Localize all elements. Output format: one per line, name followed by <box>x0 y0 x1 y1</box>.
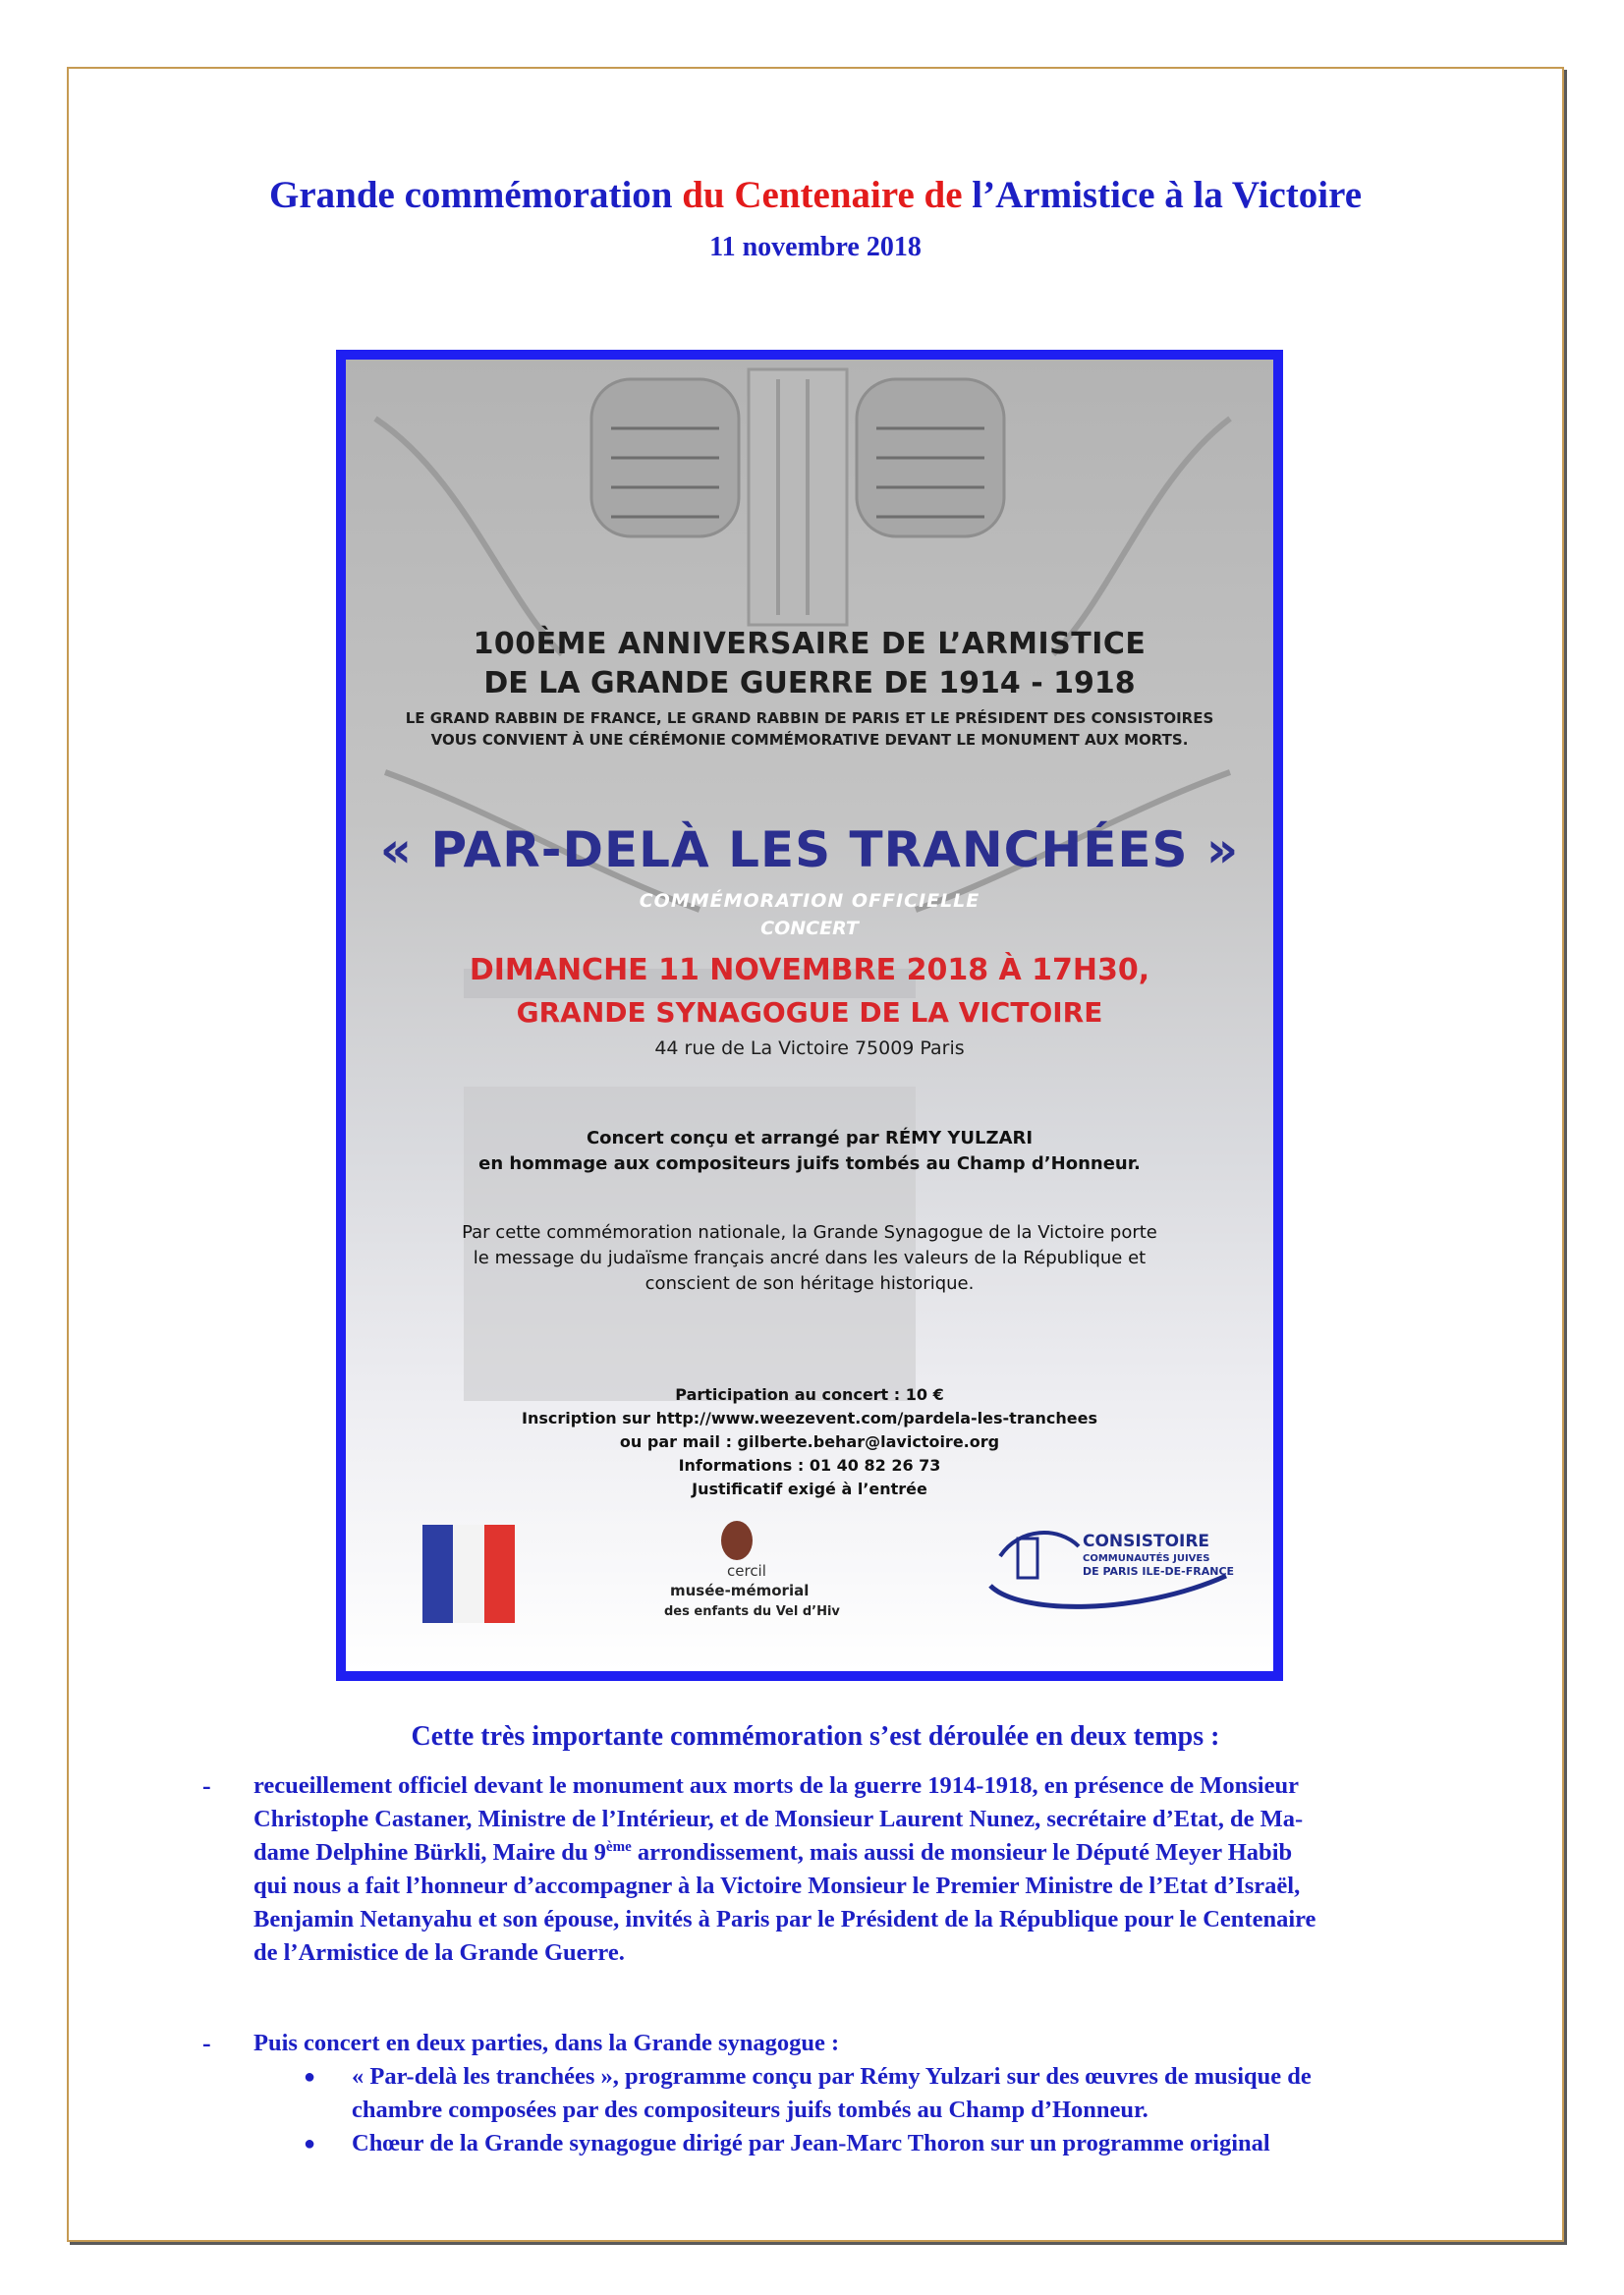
poster-invite-1: LE GRAND RABBIN DE FRANCE, LE GRAND RABBIN DE PARIS ET LE PRÉSIDENT DES CONSISTOIRES <box>405 709 1214 727</box>
poster-id-required: Justificatif exigé à l’entrée <box>692 1480 927 1498</box>
poster-headline-1: 100ÈME ANNIVERSAIRE DE L’ARMISTICE <box>473 627 1147 661</box>
para-line: Benjamin Netanyahu et son épouse, invités à Paris par le Président de la République pour le Centenaire <box>253 1906 1316 1932</box>
bullet-line: « Par-delà les tranchées », programme conçu par Rémy Yulzari sur des œuvres de musique de <box>352 2063 1312 2090</box>
poster-text-1: Par cette commémoration nationale, la Grande Synagogue de la Victoire porte <box>462 1222 1157 1243</box>
poster-address: 44 rue de La Victoire 75009 Paris <box>654 1037 965 1059</box>
bullet-icon: ● <box>304 2133 316 2155</box>
para-line: de l’Armistice de la Grande Guerre. <box>253 1939 625 1966</box>
poster-info-phone: Informations : 01 40 82 26 73 <box>678 1456 941 1475</box>
consistoire-sub-2: DE PARIS ILE-DE-FRANCE <box>1083 1565 1235 1578</box>
consistoire-sub-1: COMMUNAUTÉS JUIVES <box>1083 1553 1210 1564</box>
poster-subtitle-2: CONCERT <box>760 918 859 939</box>
title-part3: l’Armistice à la Victoire <box>962 174 1363 216</box>
poster-registration-url: Inscription sur http://www.weezevent.com/pardela-les-tranchees <box>522 1409 1097 1427</box>
bullet-item-1 <box>352 2060 1482 2127</box>
para-line: dame Delphine Bürkli, Maire du 9ème arrondissement, mais aussi de monsieur le Député Meyer Habib <box>253 1838 1293 1866</box>
poster-subtitle-1: COMMÉMORATION OFFICIELLE <box>639 890 980 912</box>
poster-invite-2: VOUS CONVIENT À UNE CÉRÉMONIE COMMÉMORATIVE DEVANT LE MONUMENT AUX MORTS. <box>430 731 1189 749</box>
french-flag-logo <box>422 1525 515 1623</box>
poster-headline-2: DE LA GRANDE GUERRE DE 1914 - 1918 <box>483 666 1136 700</box>
cercil-name: cercil <box>727 1562 766 1580</box>
poster-concert-2: en hommage aux compositeurs juifs tombés au Champ d’Honneur. <box>478 1153 1141 1174</box>
dash-1: - <box>202 1771 211 1800</box>
para-line: qui nous a fait l’honneur d’accompagner à la Victoire Monsieur le Premier Ministre de l’Etat d’Israël, <box>253 1873 1301 1899</box>
poster-text-3: conscient de son héritage historique. <box>644 1273 975 1294</box>
consistoire-name: CONSISTOIRE <box>1083 1532 1210 1551</box>
poster-text-2: le message du judaïsme français ancré dans les valeurs de la République et <box>473 1248 1147 1268</box>
page-date: 11 novembre 2018 <box>709 232 922 262</box>
bullet-line: chambre composées par des compositeurs juifs tombés au Champ d’Honneur. <box>352 2097 1148 2123</box>
para-line: recueillement officiel devant le monument aux morts de la guerre 1914-1918, en présence de Monsieur <box>253 1772 1299 1799</box>
para-line: Christophe Castaner, Ministre de l’Intérieur, et de Monsieur Laurent Nunez, secrétaire d’Etat, de Ma- <box>253 1806 1304 1832</box>
poster-main-title: « PAR-DELÀ LES TRANCHÉES » <box>379 821 1240 878</box>
cercil-sub-1: musée-mémorial <box>670 1582 810 1599</box>
page-title <box>67 173 1564 217</box>
event-poster <box>336 350 1283 1681</box>
consistoire-logo <box>980 1517 1236 1615</box>
title-part2: du Centenaire de <box>682 174 963 216</box>
poster-concert-1: Concert conçu et arrangé par RÉMY YULZARI <box>586 1128 1034 1148</box>
poster-registration-mail: ou par mail : gilberte.behar@lavictoire.org <box>619 1432 1000 1451</box>
poster-date-time: DIMANCHE 11 NOVEMBRE 2018 À 17H30, <box>469 953 1150 987</box>
paragraph-ceremony <box>253 1769 1482 1970</box>
bullet-item-2: Chœur de la Grande synagogue dirigé par Jean-Marc Thoron sur un programme original <box>352 2130 1270 2156</box>
paragraph-concert: Puis concert en deux parties, dans la Grande synagogue : <box>253 2030 840 2056</box>
cercil-sub-2: des enfants du Vel d’Hiv <box>664 1604 840 1619</box>
poster-price: Participation au concert : 10 € <box>675 1385 944 1404</box>
title-part1: Grande commémoration <box>268 174 683 216</box>
bullet-icon: ● <box>304 2066 316 2088</box>
poster-venue: GRANDE SYNAGOGUE DE LA VICTOIRE <box>516 996 1103 1029</box>
cercil-logo <box>658 1517 840 1625</box>
dash-2: - <box>202 2029 211 2057</box>
intro-text: Cette très importante commémoration s’est déroulée en deux temps : <box>411 1721 1220 1752</box>
